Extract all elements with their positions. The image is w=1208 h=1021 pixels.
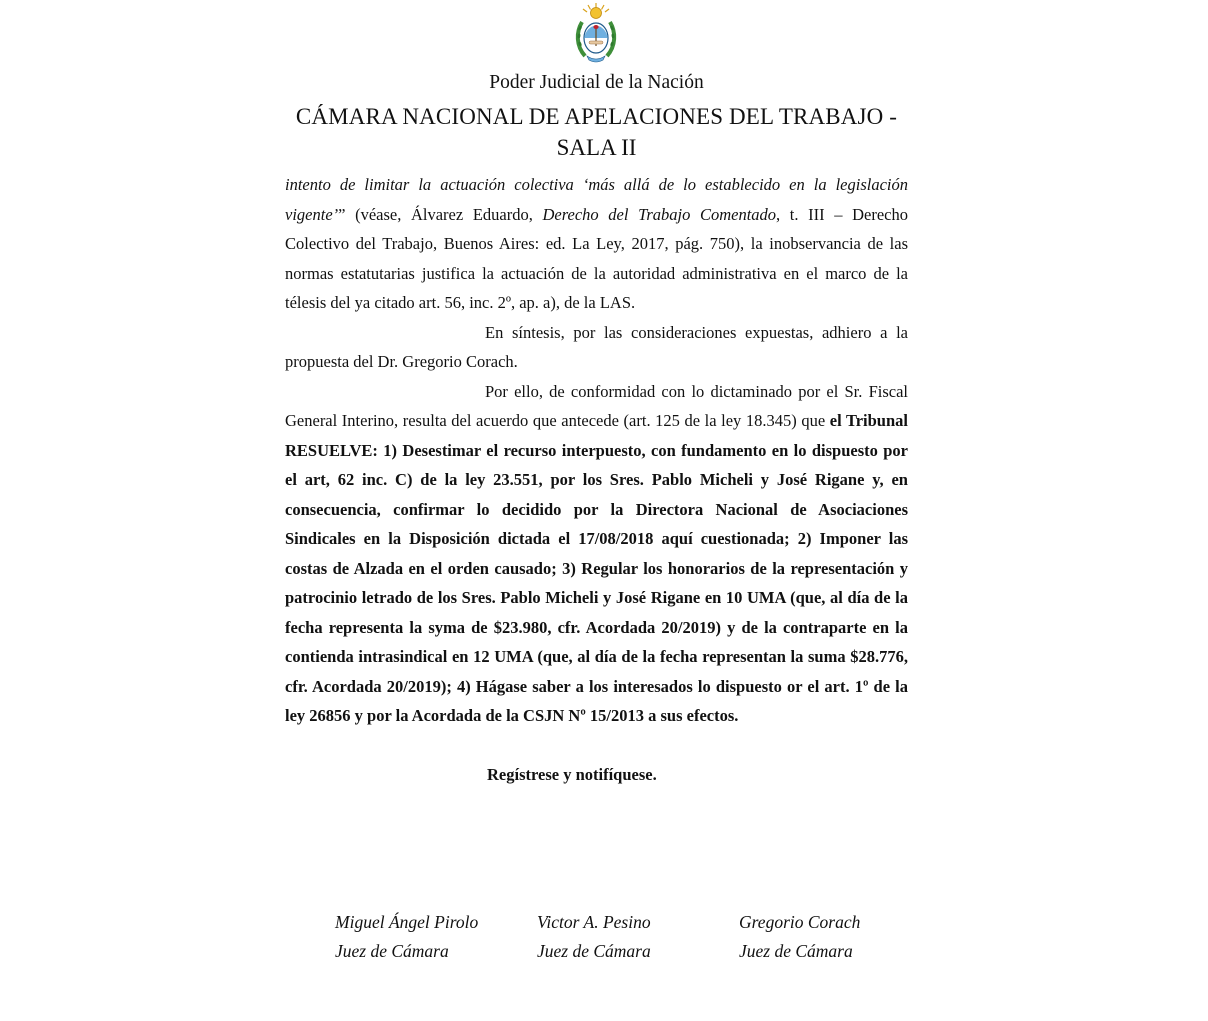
document-body [285,170,908,731]
signatory-title: Juez de Cámara [335,941,449,961]
signatory-name: Gregorio Corach [739,912,861,932]
paragraph-1-text-a: ” (véase, Álvarez Eduardo, [338,204,543,224]
organization-name: Poder Judicial de la Nación [489,72,704,93]
paragraph-2: En síntesis, por las consideraciones expuestas, adhiero a la propuesta del Dr. Gregorio Corach. [285,322,908,371]
signature-block [335,908,478,966]
paragraph-1-text-b: , t. III – Derecho Colectivo del Trabajo, Buenos Aires: ed. La Ley, 2017, pág. 750), la inobservancia de las normas estatutarias justifica la actuación de la autoridad administrativa en el marco de la télesis del ya citado art. 56, inc. 2º, ap. a), de la LAS. [285,204,908,312]
paragraph-1 [285,170,908,318]
closing-formula: Regístrese y notifíquese. [487,765,657,784]
signatory-name: Victor A. Pesino [537,912,651,932]
signature-block [537,908,651,966]
paragraph-1-quote: intento de limitar la actuación colectiva ‘más allá de lo establecido en la legislación vigente’ [285,175,908,224]
signatory-name: Miguel Ángel Pirolo [335,912,479,932]
signatory-title: Juez de Cámara [537,941,651,961]
resolution-text: el Tribunal RESUELVE: 1) Desestimar el recurso interpuesto, con fundamento en lo dispuesto por el art, 62 inc. C) de la ley 23.551, por los Sres. Pablo Micheli y José Rigane y, en consecuencia, confirmar lo decidido por la Directora Nacional de Asociaciones Sindicales en la Disposición dictada el 17/08/2018 aquí cuestionada; 2) Imponer las costas de Alzada en el orden causado; 3) Regular los honorarios de la representación y patrocinio letrado de los Sres. Pablo Micheli y José Rigane en 10 UMA (que, al día de la fecha representa la syma de $23.980, cfr. Acordada 20/2019) y de la contraparte en la contienda intrasindical en 12 UMA (que, al día de la fecha representan la suma $28.776, cfr. Acordada 20/2019); 4) Hágase saber a los interesados lo dispuesto or el art. 1º de la ley 26856 y por la Acordada de la CSJN Nº 15/2013 a sus efectos. [285,411,908,725]
paragraph-3 [285,377,908,731]
signatory-title: Juez de Cámara [739,941,853,961]
court-name-line1: CÁMARA NACIONAL DE APELACIONES DEL TRABAJO - [295,104,898,129]
argentina-coat-of-arms-icon [573,2,619,64]
court-name-line2: SALA II [556,135,637,160]
paragraph-1-book-title: Derecho del Trabajo Comentado [542,204,777,224]
signature-block [739,908,860,966]
paragraph-3-intro: Por ello, de conformidad con lo dictaminado por el Sr. Fiscal General Interino, resulta del acuerdo que antecede (art. 125 de la ley 18.345) que [285,381,908,430]
